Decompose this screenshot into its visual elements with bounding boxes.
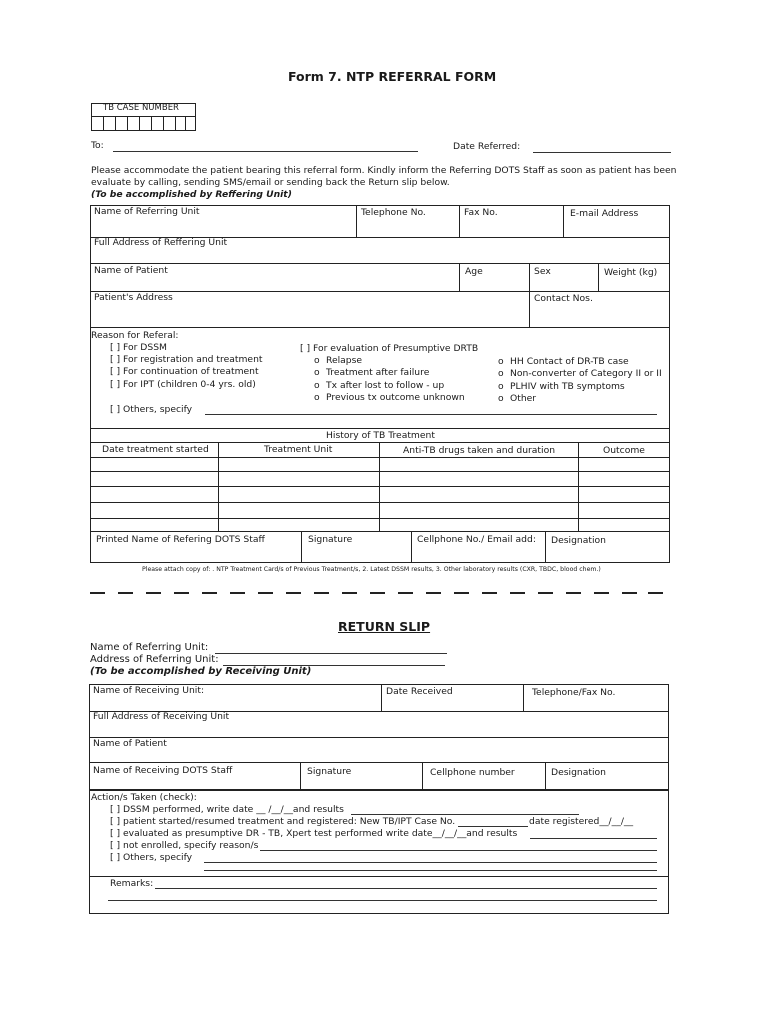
history-col-outcome: Outcome xyxy=(603,445,645,456)
rs-signature-label: Signature xyxy=(307,766,352,777)
drtb-lost-follow-up[interactable]: Tx after lost to follow - up xyxy=(326,380,445,391)
bullet: o xyxy=(314,392,320,403)
tb-case-number-label: TB CASE NUMBER xyxy=(103,103,179,113)
patient-address-label: Patient's Address xyxy=(94,292,173,303)
bullet: o xyxy=(314,355,320,366)
history-col-date: Date treatment started xyxy=(102,444,209,455)
remarks-field[interactable] xyxy=(155,888,657,889)
weight-label: Weight (kg) xyxy=(604,267,658,278)
action-case-no-field[interactable] xyxy=(458,826,528,827)
rs-receiving-unit-label: Name of Receiving Unit: xyxy=(93,685,205,696)
intro-line-1: Please accommodate the patient bearing this referral form. Kindly inform the Referring DOTS Staff as soon as patient has been xyxy=(91,165,677,176)
sex-label: Sex xyxy=(534,266,551,277)
action-presumptive-drtb[interactable]: [ ] evaluated as presumptive DR - TB, Xpert test performed write date__/__/__and results xyxy=(110,828,518,839)
staff-signature-label: Signature xyxy=(308,534,353,545)
drtb-outcome-unknown[interactable]: Previous tx outcome unknown xyxy=(326,392,465,403)
reason-registration[interactable]: [ ] For registration and treatment xyxy=(110,354,263,365)
remarks-field-2[interactable] xyxy=(108,900,657,901)
rs-tel-fax-label: Telephone/Fax No. xyxy=(532,687,616,698)
reason-header: Reason for Referal: xyxy=(91,330,179,341)
accomplish-note: (To be accomplished by Reffering Unit) xyxy=(91,189,292,200)
drtb-non-converter[interactable]: Non-converter of Category II or II xyxy=(510,368,662,379)
name-referring-unit-label: Name of Referring Unit xyxy=(94,206,200,217)
action-others-field-2[interactable] xyxy=(204,870,657,871)
reason-others[interactable]: [ ] Others, specify xyxy=(110,404,193,415)
rs-name-ref-unit-field[interactable] xyxy=(215,653,447,654)
rs-address-ref-unit-label: Address of Referring Unit: xyxy=(90,654,219,665)
actions-header: Action/s Taken (check): xyxy=(91,792,197,803)
history-col-drugs: Anti-TB drugs taken and duration xyxy=(403,445,556,456)
date-referred-label: Date Referred: xyxy=(453,141,521,152)
staff-designation-label: Designation xyxy=(551,535,606,546)
to-field[interactable] xyxy=(113,151,418,152)
action-dssm[interactable]: [ ] DSSM performed, write date __ /__/__and results xyxy=(110,804,344,815)
rs-name-ref-unit-label: Name of Referring Unit: xyxy=(90,642,209,653)
referral-info-table xyxy=(90,205,670,328)
bullet: o xyxy=(498,368,504,379)
reason-presumptive-drtb[interactable]: [ ] For evaluation of Presumptive DRTB xyxy=(300,343,479,354)
drtb-relapse[interactable]: Relapse xyxy=(326,355,363,366)
date-referred-field[interactable] xyxy=(533,152,671,153)
return-slip-title: RETURN SLIP xyxy=(338,619,431,634)
remarks-label: Remarks: xyxy=(110,878,154,889)
history-title: History of TB Treatment xyxy=(326,430,435,441)
rs-receiving-staff-label: Name of Receiving DOTS Staff xyxy=(93,765,233,776)
reason-others-field[interactable] xyxy=(205,414,657,415)
drtb-plhiv[interactable]: PLHIV with TB symptoms xyxy=(510,381,625,392)
action-dssm-field[interactable] xyxy=(351,814,579,815)
action-date-registered: date registered__/__/__ xyxy=(529,816,634,827)
bullet: o xyxy=(498,356,504,367)
action-results-field[interactable] xyxy=(530,838,657,839)
action-not-enrolled-field[interactable] xyxy=(260,850,657,851)
action-started-treatment[interactable]: [ ] patient started/resumed treatment and registered: New TB/IPT Case No. xyxy=(110,816,456,827)
age-label: Age xyxy=(465,266,483,277)
intro-line-2: evaluate by calling, sending SMS/email or sending back the Return slip below. xyxy=(91,177,450,188)
rs-designation-label: Designation xyxy=(551,767,606,778)
bullet: o xyxy=(314,367,320,378)
attach-note: Please attach copy of: . NTP Treatment Card/s of Previous Treatment/s, 2. Latest DSSM results, 3. Other laboratory results (CXR, TBDC, blood chem.) xyxy=(142,566,601,573)
email-label: E-mail Address xyxy=(570,208,639,219)
history-col-unit: Treatment Unit xyxy=(264,444,333,455)
to-label: To: xyxy=(91,140,104,151)
drtb-other[interactable]: Other xyxy=(510,393,537,404)
drtb-hh-contact[interactable]: HH Contact of DR-TB case xyxy=(510,356,629,367)
fax-label: Fax No. xyxy=(464,207,498,218)
contact-label: Contact Nos. xyxy=(534,293,593,304)
rs-date-received-label: Date Received xyxy=(386,686,453,697)
bullet: o xyxy=(498,393,504,404)
bullet: o xyxy=(498,381,504,392)
printed-name-label: Printed Name of Refering DOTS Staff xyxy=(96,534,265,545)
rs-patient-name-label: Name of Patient xyxy=(93,738,167,749)
drtb-treatment-failure[interactable]: Treatment after failure xyxy=(326,367,430,378)
rs-cellphone-label: Cellphone number xyxy=(430,767,515,778)
action-not-enrolled[interactable]: [ ] not enrolled, specify reason/s xyxy=(110,840,259,851)
rs-accomplish-note: (To be accomplished by Receiving Unit) xyxy=(90,666,312,677)
bullet: o xyxy=(314,380,320,391)
full-address-referring-label: Full Address of Reffering Unit xyxy=(94,237,228,248)
action-others[interactable]: [ ] Others, specify xyxy=(110,852,193,863)
form-title: Form 7. NTP REFERRAL FORM xyxy=(288,69,497,84)
rs-full-address-label: Full Address of Receiving Unit xyxy=(93,711,230,722)
staff-cellphone-label: Cellphone No./ Email add: xyxy=(417,534,536,545)
action-others-field[interactable] xyxy=(204,862,657,863)
patient-name-label: Name of Patient xyxy=(94,265,168,276)
reason-ipt[interactable]: [ ] For IPT (children 0-4 yrs. old) xyxy=(110,379,256,390)
telephone-label: Telephone No. xyxy=(361,207,426,218)
reason-dssm[interactable]: [ ] For DSSM xyxy=(110,342,167,353)
reason-continuation[interactable]: [ ] For continuation of treatment xyxy=(110,366,259,377)
